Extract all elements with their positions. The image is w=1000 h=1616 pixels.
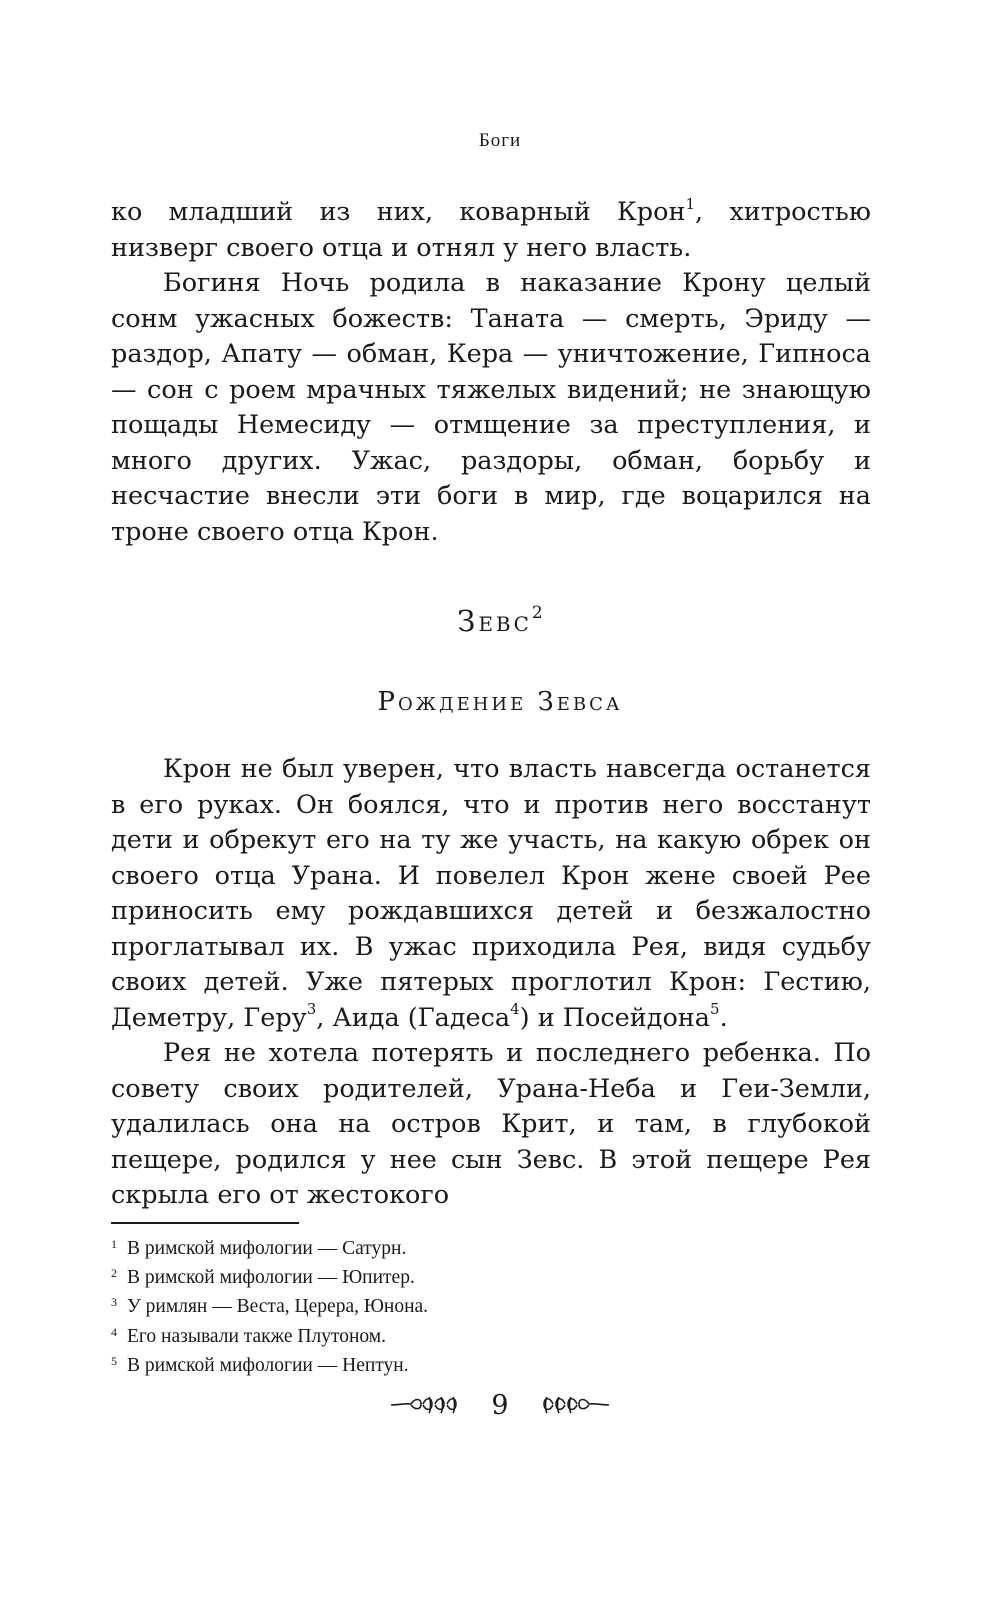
footnote: 4 Его называли также Плутоном.	[111, 1324, 387, 1347]
page-number-block	[0, 1388, 1000, 1424]
chapter-title: Зевс$^2$	[457, 603, 543, 638]
footnote: 3 У римлян — Веста, Церера, Юнона.	[111, 1295, 429, 1318]
flourish-right-icon	[531, 1393, 611, 1417]
footnote-ref: 4	[510, 1000, 520, 1018]
footnotes	[111, 1232, 871, 1378]
footnote: 5 В римской мифологии — Нептун.	[111, 1353, 409, 1376]
body-text-top	[111, 195, 871, 550]
running-head: Боги	[478, 130, 522, 151]
paragraph: Крон не был уверен, что власть навсегда останется в его руках. Он боялся, что и против него восстанут дети и обрекут его на ту же участь, на какую обрек он своего отца Урана. И повелел Крон жене своей Рее приносить ему рождавшихся детей и безжалостно проглатывал их. В ужас приходила Рея, видя судьбу своих детей. Уже пятерых проглотил Крон: Гестию, Деметру, Геру$^3$, Аида (Гадеса$^4$) и Посейдона$^5$.	[111, 754, 871, 1033]
footnote-divider	[111, 1222, 299, 1224]
section-title: Рождение Зевса	[377, 687, 623, 717]
footnote: 2 В римской мифологии — Юпитер.	[111, 1266, 415, 1289]
body-text-bottom	[111, 752, 871, 1214]
footnote-ref: 5	[710, 1000, 720, 1018]
flourish-left-icon	[389, 1393, 469, 1417]
paragraph: Рея не хотела потерять и последнего ребенка. По совету своих родителей, Урана-Неба и Геи-Земли, удалилась она на остров Крит, и там, в глубокой пещере, родился у нее сын Зевс. В этой пещере Рея скрыла его от жестокого	[111, 1038, 871, 1210]
footnote-ref: 1	[685, 194, 696, 213]
paragraph: ко младший из них, коварный Крон$^1$, хитростью низверг своего отца и отнял у него власть.	[111, 194, 872, 263]
page-number: 9	[491, 1390, 509, 1421]
paragraph: Богиня Ночь родила в наказание Крону целый сонм ужасных божеств: Таната — смерть, Эриду — раздор, Апату — обман, Кера — уничтожение, Гипноса — сон с роем мрачных тяжелых видений; не знающую пощады Немесиду — отмщение за преступления, и много других. Ужас, раздоры, обман, борьбу и несчастие внесли эти боги в мир, где воцарился на троне своего отца Крон.	[111, 268, 871, 547]
footnote-ref: 2	[531, 603, 543, 624]
footnote-ref: 3	[306, 1000, 317, 1018]
footnote: 1 В римской мифологии — Сатурн.	[111, 1237, 407, 1259]
